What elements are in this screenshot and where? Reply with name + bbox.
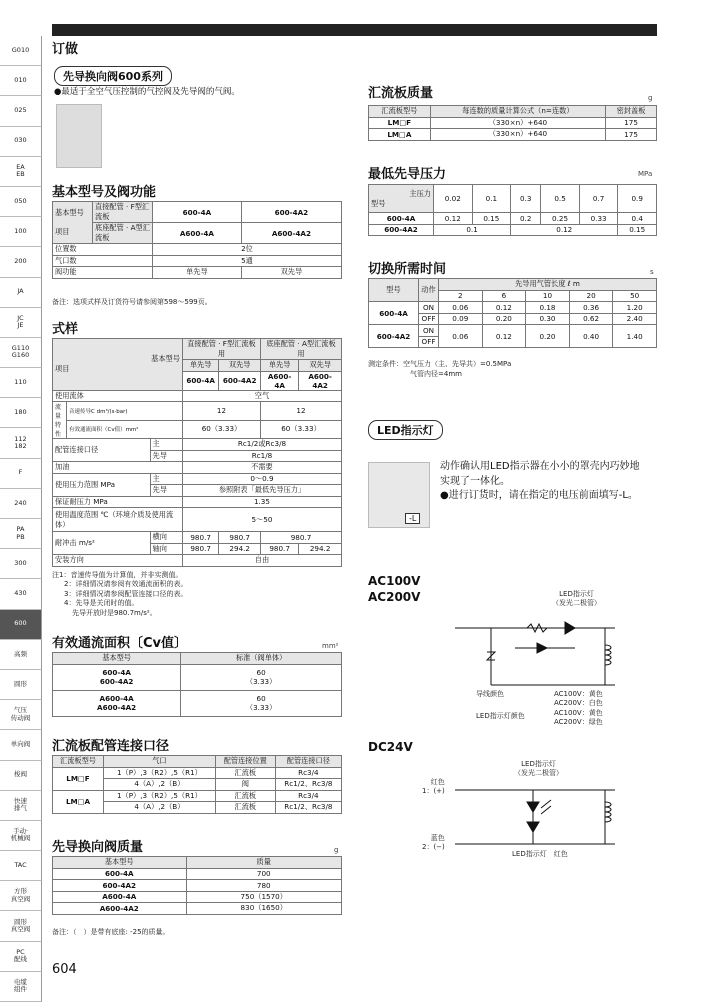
- c: OFF: [419, 313, 439, 325]
- c: 汇流板: [215, 767, 275, 779]
- n: 4：先导是关闭时的值。: [64, 599, 139, 608]
- mass-unit: g: [334, 846, 339, 854]
- minp-heading: 最低先导压力: [368, 167, 447, 182]
- h: 质量: [186, 857, 342, 869]
- sidebar-item[interactable]: 电缆 组件: [0, 972, 42, 1002]
- h: 基本型号: [53, 653, 181, 665]
- mass-table: [52, 856, 342, 915]
- c: 294.2: [219, 543, 261, 555]
- minp-table: [368, 184, 657, 236]
- h: 动作: [419, 279, 439, 302]
- c: 加油: [53, 462, 183, 474]
- page-title: 订做: [52, 42, 79, 57]
- c: 0.25: [541, 213, 580, 225]
- n: 注1：音速传导值为计算值，并非实测值。: [52, 571, 183, 579]
- sidebar-item[interactable]: 110: [0, 368, 42, 398]
- h: 基本型号: [55, 208, 84, 217]
- sidebar-item[interactable]: G010: [0, 36, 42, 66]
- ac-led-label: LED指示灯 （发光二极管）: [552, 590, 601, 608]
- c: 轴向: [150, 543, 182, 555]
- minp-unit: MPa: [638, 170, 653, 178]
- switch-unit: s: [650, 268, 654, 276]
- c: Rc1/2、Rc3/8: [275, 802, 341, 814]
- h: 单先导: [261, 360, 299, 372]
- series-pill: 先导换向阀600系列: [54, 66, 172, 86]
- c: LM□F: [369, 117, 431, 129]
- c: 600-4A: [53, 868, 187, 880]
- c: 600-4A2: [369, 224, 434, 236]
- sidebar-item[interactable]: G110 G160: [0, 338, 42, 368]
- c: 980.7: [261, 532, 342, 544]
- mmass-heading: 汇流板质量: [368, 86, 434, 101]
- c: 600-4A2: [53, 880, 187, 892]
- c: 安装方向: [53, 555, 183, 567]
- c: 0.12: [511, 224, 618, 236]
- c: 先导: [150, 450, 182, 462]
- h: 底座配管 · A型汇流板用: [261, 339, 342, 360]
- c: 0.33: [579, 213, 618, 225]
- spec-heading: 式样: [52, 322, 79, 337]
- sidebar-item[interactable]: 050: [0, 187, 42, 217]
- sidebar-item[interactable]: 300: [0, 549, 42, 579]
- t: 动作确认用LED指示器在小小的罩壳内巧妙地: [440, 461, 640, 472]
- c: 0.4: [618, 213, 657, 225]
- c: 5通: [153, 255, 342, 267]
- c: 参照附表「最低先导压力」: [182, 485, 341, 497]
- c: 1.35: [182, 496, 341, 508]
- c: 294.2: [299, 543, 342, 555]
- h: 型号: [369, 279, 419, 302]
- h: 配管连接口径: [275, 756, 341, 768]
- sidebar-item[interactable]: F: [0, 459, 42, 489]
- ac-wire-color: 导线颜色: [476, 690, 504, 698]
- c: 0.18: [526, 302, 570, 314]
- h: 气口: [103, 756, 215, 768]
- dc-red: 红色 1：(+): [422, 778, 445, 796]
- c: 20: [569, 290, 613, 302]
- c: 60（3.33）: [182, 420, 260, 439]
- c: Rc3/4: [275, 790, 341, 802]
- dc24: DC24V: [368, 740, 413, 754]
- sidebar-item[interactable]: 高频: [0, 640, 42, 670]
- n: 3：详细情况请参阅配管连接口径的表。: [64, 589, 188, 598]
- switch-cond1: 测定条件：空气压力（主、先导共）=0.5MPa: [368, 360, 512, 368]
- valve-photo: [56, 104, 102, 168]
- c: Rc3/4: [275, 767, 341, 779]
- c: 2: [439, 290, 483, 302]
- n: 2：详细情况请参阅有效通流面积的表。: [64, 580, 188, 589]
- basic-table: [52, 201, 342, 279]
- c: 0～0.9: [182, 473, 341, 485]
- c: 0.02: [434, 185, 473, 213]
- c: 不需要: [182, 462, 341, 474]
- h: 单先导: [182, 360, 219, 372]
- c: 60（3.33）: [261, 420, 342, 439]
- c: 4（A）,2（B）: [103, 779, 215, 791]
- sidebar-item[interactable]: 030: [0, 127, 42, 157]
- cv-heading: 有效通流面积〔Cv值〕: [52, 636, 188, 651]
- c: 横向: [150, 532, 182, 544]
- c: 980.7: [219, 532, 261, 544]
- c: Rc1/8: [182, 450, 341, 462]
- c: 0.06: [439, 325, 483, 348]
- ac-color-list: AC100V：黄色 AC200V：白色 AC100V：黄色 AC200V：绿色: [554, 690, 603, 727]
- c: 0.12: [482, 325, 526, 348]
- c: ON: [419, 302, 439, 314]
- c: 700: [186, 868, 342, 880]
- c: 阀功能: [53, 267, 153, 279]
- sidebar-item[interactable]: JC JE: [0, 308, 42, 338]
- h: 每连数的质量计算公式（n=连数）: [430, 106, 605, 118]
- top-bar: [52, 24, 657, 36]
- c: 保证耐压力 MPa: [53, 496, 183, 508]
- sidebar-item[interactable]: 气压 传动阀: [0, 700, 42, 730]
- sidebar-item[interactable]: 快速 排气: [0, 791, 42, 821]
- intro-text: ●最适于全空气压控制的气控阀及先导阀的气阀。: [54, 87, 240, 97]
- h: 基本型号: [53, 857, 187, 869]
- c: 耐冲击 m/s²: [53, 532, 151, 555]
- sidebar-item[interactable]: JA: [0, 278, 42, 308]
- switch-table: [368, 278, 657, 348]
- sidebar-item[interactable]: 025: [0, 96, 42, 126]
- c: 0.09: [439, 313, 483, 325]
- c: 有效通流面积（Cv值）mm²: [67, 420, 183, 439]
- c: 600-4A: [369, 213, 434, 225]
- sidebar-item[interactable]: PA PB: [0, 519, 42, 549]
- page-number: 604: [52, 962, 77, 977]
- sidebar-item[interactable]: 200: [0, 247, 42, 277]
- sidebar-index: [0, 36, 42, 1002]
- h: 项目: [55, 227, 70, 236]
- ac-circuit: [455, 610, 635, 695]
- c: 600-4A2: [369, 325, 419, 348]
- h: 先导用气管长度 ℓ m: [439, 279, 657, 291]
- c: 980.7: [261, 543, 299, 555]
- c: 1.20: [613, 302, 657, 314]
- c: 0.12: [482, 302, 526, 314]
- sidebar-item[interactable]: PC 配线: [0, 942, 42, 972]
- manport-table: [52, 755, 342, 814]
- manport-heading: 汇流板配管连接口径: [52, 739, 170, 754]
- switch-heading: 切换所需时间: [368, 262, 447, 277]
- switch-cond2: 气管内径=4mm: [410, 370, 462, 378]
- c: 0.5: [541, 185, 580, 213]
- c: 1（P）,3（R2）,5（R1）: [103, 767, 215, 779]
- c: 阀: [215, 779, 275, 791]
- c: （330×n）+640: [430, 117, 605, 129]
- c: 主: [150, 473, 182, 485]
- c: 自由: [182, 555, 341, 567]
- h: 直接配管 · F型汇流板用: [182, 339, 260, 360]
- sidebar-item[interactable]: 方形 真空阀: [0, 881, 42, 911]
- c: 6: [482, 290, 526, 302]
- c: 位置数: [53, 244, 153, 256]
- c: 0.1: [434, 224, 511, 236]
- c: Rc1/2或Rc3/8: [182, 439, 341, 451]
- c: 750（1570）: [186, 891, 342, 903]
- led-text: [440, 460, 640, 504]
- c: 50: [613, 290, 657, 302]
- mass-heading: 先导换向阀质量: [52, 840, 144, 855]
- mmass-unit: g: [648, 94, 653, 102]
- spec-notes: [52, 571, 187, 618]
- c: （330×n）+640: [430, 129, 605, 141]
- sidebar-item[interactable]: 112 182: [0, 428, 42, 458]
- c: 气口数: [53, 255, 153, 267]
- c: LM□A: [369, 129, 431, 141]
- c: 空气: [182, 390, 341, 402]
- c: 单先导: [153, 267, 242, 279]
- c: A600-4A A600-4A2: [53, 690, 181, 716]
- h: 基本型号: [151, 354, 180, 364]
- sidebar-item[interactable]: 梭阀: [0, 761, 42, 791]
- c: 先导: [150, 485, 182, 497]
- c: 2.40: [613, 313, 657, 325]
- c: 使用温度范围 ℃（环境介质及使用流体）: [53, 508, 183, 532]
- mmass-table: [368, 105, 657, 141]
- c: OFF: [419, 336, 439, 348]
- c: 0.2: [511, 213, 541, 225]
- c: A600-4A2: [53, 903, 187, 915]
- ac100: AC100V: [368, 574, 421, 588]
- sidebar-item[interactable]: 010: [0, 66, 42, 96]
- sidebar-item[interactable]: 600: [0, 610, 42, 640]
- h: 双先导: [299, 360, 342, 372]
- h: 标准（阀单体）: [181, 653, 342, 665]
- led-pill: LED指示灯: [368, 420, 443, 440]
- h: 双先导: [219, 360, 261, 372]
- t: ●进行订货时，请在指定的电压前面填写-L。: [440, 490, 638, 501]
- sidebar-item[interactable]: TAC: [0, 851, 42, 881]
- c: 980.7: [182, 543, 219, 555]
- c: 980.7: [182, 532, 219, 544]
- c: 5～50: [182, 508, 341, 532]
- h: 密封盖板: [606, 106, 657, 118]
- c: 175: [606, 129, 657, 141]
- c: A600-4A: [261, 371, 299, 390]
- c: ON: [419, 325, 439, 337]
- c: 600-4A: [369, 302, 419, 325]
- ac-led-color: LED指示灯颜色: [476, 712, 525, 720]
- cv-unit: mm²: [322, 642, 339, 650]
- c: 0.3: [511, 185, 541, 213]
- c: 0.9: [618, 185, 657, 213]
- c: 830（1650）: [186, 903, 342, 915]
- sidebar-item[interactable]: 圆形 真空阀: [0, 911, 42, 941]
- h: 型号: [371, 198, 386, 208]
- basic-note: 备注：选项式样及订货符号请参阅第598～599页。: [52, 298, 212, 306]
- c: A600-4A: [153, 223, 242, 244]
- c: 0.1: [472, 185, 511, 213]
- c: LM□A: [53, 790, 104, 813]
- c: 主: [150, 439, 182, 451]
- c: 汇流板: [215, 790, 275, 802]
- c: 0.7: [579, 185, 618, 213]
- mass-note: 备注：（ ）是带有底座: -25的质量。: [52, 928, 170, 936]
- n: 先导开放时是980.7m/s²。: [72, 608, 157, 617]
- c: A600-4A: [53, 891, 187, 903]
- c: 780: [186, 880, 342, 892]
- sidebar-item[interactable]: EA EB: [0, 157, 42, 187]
- c: 0.62: [569, 313, 613, 325]
- c: 2位: [153, 244, 342, 256]
- c: 配管连接口径: [53, 439, 151, 462]
- c: 600-4A: [153, 202, 242, 223]
- c: 12: [182, 402, 260, 421]
- h: 汇流板型号: [53, 756, 104, 768]
- basic-heading: 基本型号及阀功能: [52, 185, 157, 200]
- c: 0.20: [526, 325, 570, 348]
- led-photo: [368, 462, 430, 528]
- c: 0.15: [618, 224, 657, 236]
- h: 直接配管 · F型汇流板: [93, 202, 153, 223]
- c: 60 （3.33）: [181, 690, 342, 716]
- c: 600-4A2: [219, 371, 261, 390]
- h: 汇流板型号: [369, 106, 431, 118]
- c: A600-4A2: [299, 371, 342, 390]
- c: 4（A）,2（B）: [103, 802, 215, 814]
- cv-table: [52, 652, 342, 717]
- sidebar-item[interactable]: 240: [0, 489, 42, 519]
- c: 使用流体: [53, 390, 183, 402]
- c: 10: [526, 290, 570, 302]
- c: 600-4A2: [241, 202, 341, 223]
- c: 1.40: [613, 325, 657, 348]
- c: 流量特性: [53, 402, 67, 439]
- c: 0.20: [482, 313, 526, 325]
- h: 主压力: [409, 188, 431, 198]
- spec-table: [52, 338, 342, 567]
- h: 项目: [55, 364, 70, 374]
- c: 0.36: [569, 302, 613, 314]
- c: 0.40: [569, 325, 613, 348]
- c: 0.30: [526, 313, 570, 325]
- t: 实现了一体化。: [440, 475, 510, 487]
- ac200: AC200V: [368, 590, 421, 604]
- h: 底座配管 · A型汇流板: [93, 223, 153, 244]
- dc-led-label: LED指示灯 （发光二极管）: [514, 760, 563, 778]
- c: 使用压力范围 MPa: [53, 473, 151, 496]
- c: 0.12: [434, 213, 473, 225]
- c: 12: [261, 402, 342, 421]
- c: 0.06: [439, 302, 483, 314]
- c: 600-4A 600-4A2: [53, 664, 181, 690]
- c: 汇流板: [215, 802, 275, 814]
- sidebar-item[interactable]: 100: [0, 217, 42, 247]
- c: 1（P）,3（R2）,5（R1）: [103, 790, 215, 802]
- c: 双先导: [241, 267, 341, 279]
- sidebar-item[interactable]: 430: [0, 579, 42, 609]
- sidebar-item[interactable]: 180: [0, 398, 42, 428]
- dc-led-color: LED指示灯 红色: [512, 850, 568, 858]
- h: 配管连接位置: [215, 756, 275, 768]
- c: 音速传导C dm³/(s·bar): [67, 402, 183, 421]
- c: 175: [606, 117, 657, 129]
- dc-blue: 蓝色 2：(−): [422, 834, 445, 852]
- sidebar-item[interactable]: 单向阀: [0, 730, 42, 760]
- sidebar-item[interactable]: 圆形: [0, 670, 42, 700]
- c: LM□F: [53, 767, 104, 790]
- c: Rc1/2、Rc3/8: [275, 779, 341, 791]
- c: A600-4A2: [241, 223, 341, 244]
- c: 600-4A: [182, 371, 219, 390]
- c: 0.15: [472, 213, 511, 225]
- c: 60 （3.33）: [181, 664, 342, 690]
- dc-circuit: [455, 780, 635, 860]
- led-tag: -L: [405, 513, 420, 524]
- sidebar-item[interactable]: 手动· 机械阀: [0, 821, 42, 851]
